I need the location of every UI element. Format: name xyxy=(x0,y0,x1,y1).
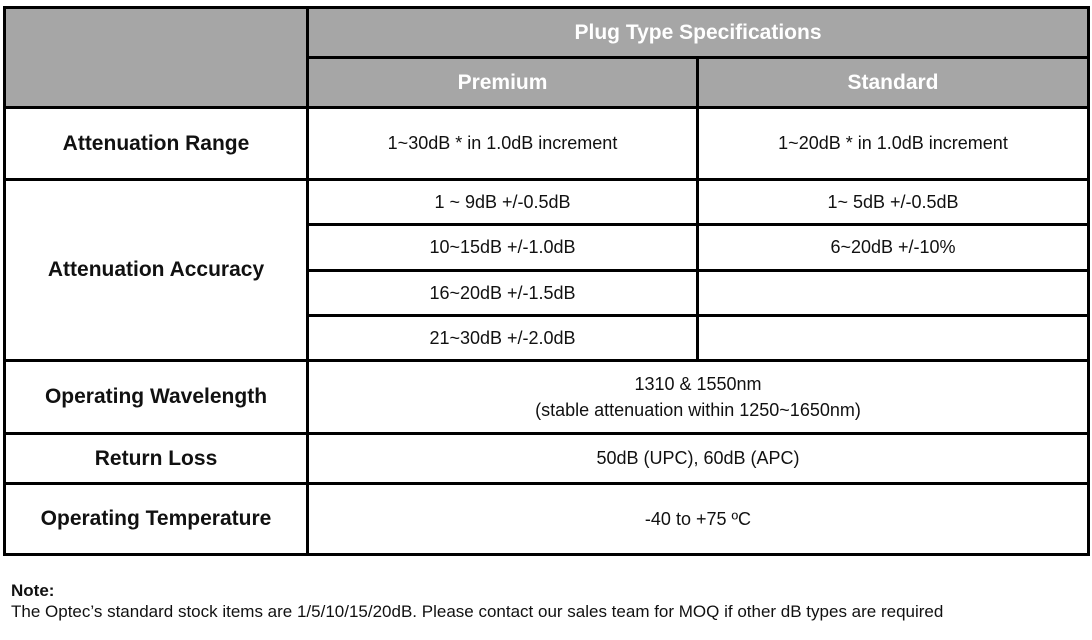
row-label-return-loss: Return Loss xyxy=(5,434,308,484)
note-text: The Optec’s standard stock items are 1/5/10/15/20dB. Please contact our sales team for MOQ if other dB types are required xyxy=(11,602,944,621)
operating-wavelength-line-2: (stable attenuation within 1250~1650nm) xyxy=(535,400,861,420)
row-label-operating-temperature: Operating Temperature xyxy=(5,484,308,555)
footnote xyxy=(11,580,1087,622)
header-row-group xyxy=(5,8,1089,58)
attenuation-accuracy-standard-2: 6~20dB +/-10% xyxy=(698,225,1089,271)
table-row-return-loss xyxy=(5,434,1089,484)
header-column-standard: Standard xyxy=(698,58,1089,108)
return-loss-value: 50dB (UPC), 60dB (APC) xyxy=(308,434,1089,484)
header-group-title: Plug Type Specifications xyxy=(308,8,1089,58)
operating-wavelength-line-1: 1310 & 1550nm xyxy=(634,373,762,394)
attenuation-accuracy-premium-2: 10~15dB +/-1.0dB xyxy=(308,225,698,271)
header-corner-cell xyxy=(5,8,308,108)
table-row-attenuation-accuracy xyxy=(5,180,1089,225)
operating-temperature-value: -40 to +75 ºC xyxy=(308,484,1089,555)
plug-type-specifications-table xyxy=(3,6,1090,556)
attenuation-accuracy-premium-4: 21~30dB +/-2.0dB xyxy=(308,316,698,361)
attenuation-accuracy-premium-3: 16~20dB +/-1.5dB xyxy=(308,271,698,316)
row-label-operating-wavelength: Operating Wavelength xyxy=(5,361,308,434)
header-column-premium: Premium xyxy=(308,58,698,108)
attenuation-accuracy-standard-3 xyxy=(698,271,1089,316)
attenuation-range-standard: 1~20dB * in 1.0dB increment xyxy=(698,108,1089,180)
note-title: Note: xyxy=(11,581,55,600)
attenuation-accuracy-standard-4 xyxy=(698,316,1089,361)
row-label-attenuation-range: Attenuation Range xyxy=(5,108,308,180)
attenuation-accuracy-premium-1: 1 ~ 9dB +/-0.5dB xyxy=(308,180,698,225)
operating-wavelength-value xyxy=(308,361,1089,434)
row-label-attenuation-accuracy: Attenuation Accuracy xyxy=(5,180,308,361)
table-row-operating-wavelength xyxy=(5,361,1089,434)
attenuation-range-premium: 1~30dB * in 1.0dB increment xyxy=(308,108,698,180)
attenuation-accuracy-standard-1: 1~ 5dB +/-0.5dB xyxy=(698,180,1089,225)
table-row-attenuation-range xyxy=(5,108,1089,180)
table-row-operating-temperature xyxy=(5,484,1089,555)
